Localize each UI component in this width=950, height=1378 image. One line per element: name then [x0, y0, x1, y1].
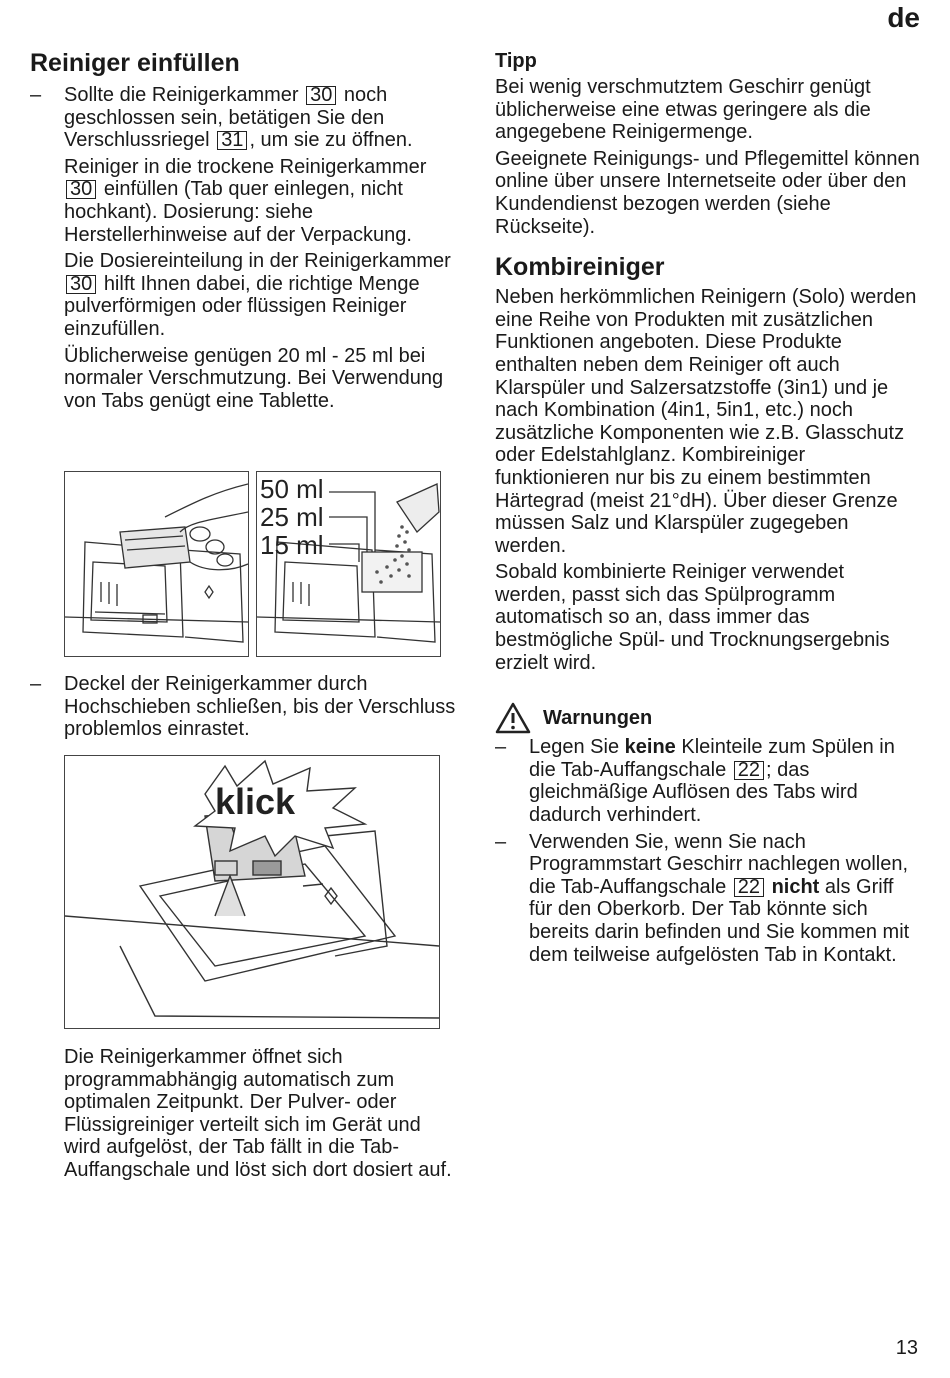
bullet-dash: – [495, 830, 507, 853]
paragraph-amount: Üblicherweise genügen 20 ml - 25 ml bei normaler Verschmutzung. Bei Verwendung von Tabs genügt eine Tablette. [64, 344, 444, 412]
tab-insert-illustration [65, 472, 248, 656]
tip-paragraph-1: Bei wenig verschmutztem Geschirr genügt üblicherweise eine etwas geringere als die angegebene Reinigermenge. [495, 76, 871, 144]
paragraph-fill: Reiniger in die trockene Reinigerkammer 30 einfüllen (Tab quer einlegen, nicht hochkant). Dosierung: siehe Herstellerhinweise auf der Verpackung. [64, 155, 427, 246]
ref-30: 30 [66, 180, 96, 199]
dosage-scale-illustration [257, 472, 440, 656]
paragraph-auto-open: Die Reinigerkammer öffnet sich programmabhängig automatisch zum optimalen Zeitpunkt. Der Pulver- oder Flüssigreiniger verteilt sich im Gerät und wird aufgelöst, der Tab fällt in die Tab-Auffangschale und löst sich dort dosiert auf. [64, 1046, 452, 1181]
step-open-chamber: – Sollte die Reinigerkammer 30 noch geschlossen sein, betätigen Sie den Verschlussriegel 31 , um sie zu öffnen. [30, 84, 413, 152]
left-column [30, 48, 460, 416]
warnings-header [495, 702, 920, 734]
label-50ml: 50 ml [260, 474, 324, 504]
section-title-combi: Kombireiniger [495, 253, 665, 282]
ref-31: 31 [217, 131, 247, 150]
ref-30: 30 [306, 86, 336, 105]
ref-22: 22 [734, 761, 764, 780]
combi-paragraph-2: Sobald kombinierte Reiniger verwendet werden, passt sich das Spülprogramm automatisch so an, dass immer das bestmögliche Spül- und Trocknungsergebnis erzielt wird. [495, 561, 890, 674]
bullet-dash: – [495, 736, 507, 759]
label-15ml: 15 ml [260, 530, 324, 560]
tip-title: Tipp [495, 50, 537, 72]
ref-30: 30 [66, 275, 96, 294]
right-column [495, 48, 920, 970]
combi-paragraph-1: Neben herkömmlichen Reinigern (Solo) werden eine Reihe von Produkten mit zusätzlichen Funktionen angeboten. Diese Produkte enthalten neben dem Reiniger oft auch Klarspüler und Salzersatzstoffe (3in1) und je nach Kombination (4in1, 5in1, etc.) noch zusätzliche Komponenten wie z.B. Glasschutz oder Edelstahlglanz. Kombireiniger funktionieren nur bis zu einem bestimmten Härtegrad (meist 21°dH). Über dieser Grenze müssen Salz und Klarspüler zugegeben werden. [495, 286, 917, 557]
figure-klick-close [64, 755, 440, 1029]
figure-tab-insert [64, 471, 249, 657]
paragraph-dosage-scale: Die Dosiereinteilung in der Reinigerkammer 30 hilft Ihnen dabei, die richtige Menge pulverförmigen oder flüssigen Reiniger einzufüllen. [64, 250, 451, 340]
warning-item-2: – Verwenden Sie, wenn Sie nach Programmstart Geschirr nachlegen wollen, die Tab-Auffangschale 22 nicht als Griff für den Oberkorb. Der Tab könnte sich bereits darin befinden und Sie kommen mit dem teilweise aufgelösten Tab in Kontakt. [495, 830, 910, 966]
label-25ml: 25 ml [260, 502, 324, 532]
bullet-dash: – [30, 84, 42, 106]
page-number: 13 [895, 1337, 918, 1359]
warning-triangle-icon [495, 702, 531, 734]
klick-illustration [65, 756, 439, 1028]
section-title-detergent: Reiniger einfüllen [30, 49, 240, 77]
step-close-lid: – Deckel der Reinigerkammer durch Hochschieben schließen, bis der Verschluss problemlos einrastet. [30, 673, 456, 741]
klick-label: klick [214, 781, 296, 822]
figure-dosage-scale [256, 471, 441, 657]
bullet-dash: – [30, 673, 42, 695]
warnings-title: Warnungen [543, 707, 653, 730]
warning-item-1: – Legen Sie keine Kleinteile zum Spülen in die Tab-Auffangschale 22 ; das gleichmäßige Auflösen des Tabs wird dadurch verhindert. [495, 736, 895, 827]
tip-paragraph-2: Geeignete Reinigungs- und Pflegemittel können online über unsere Internetseite oder über den Kundendienst bezogen werden (siehe Rückseite). [495, 147, 920, 238]
language-tag: de [887, 2, 920, 33]
ref-22: 22 [734, 878, 764, 897]
